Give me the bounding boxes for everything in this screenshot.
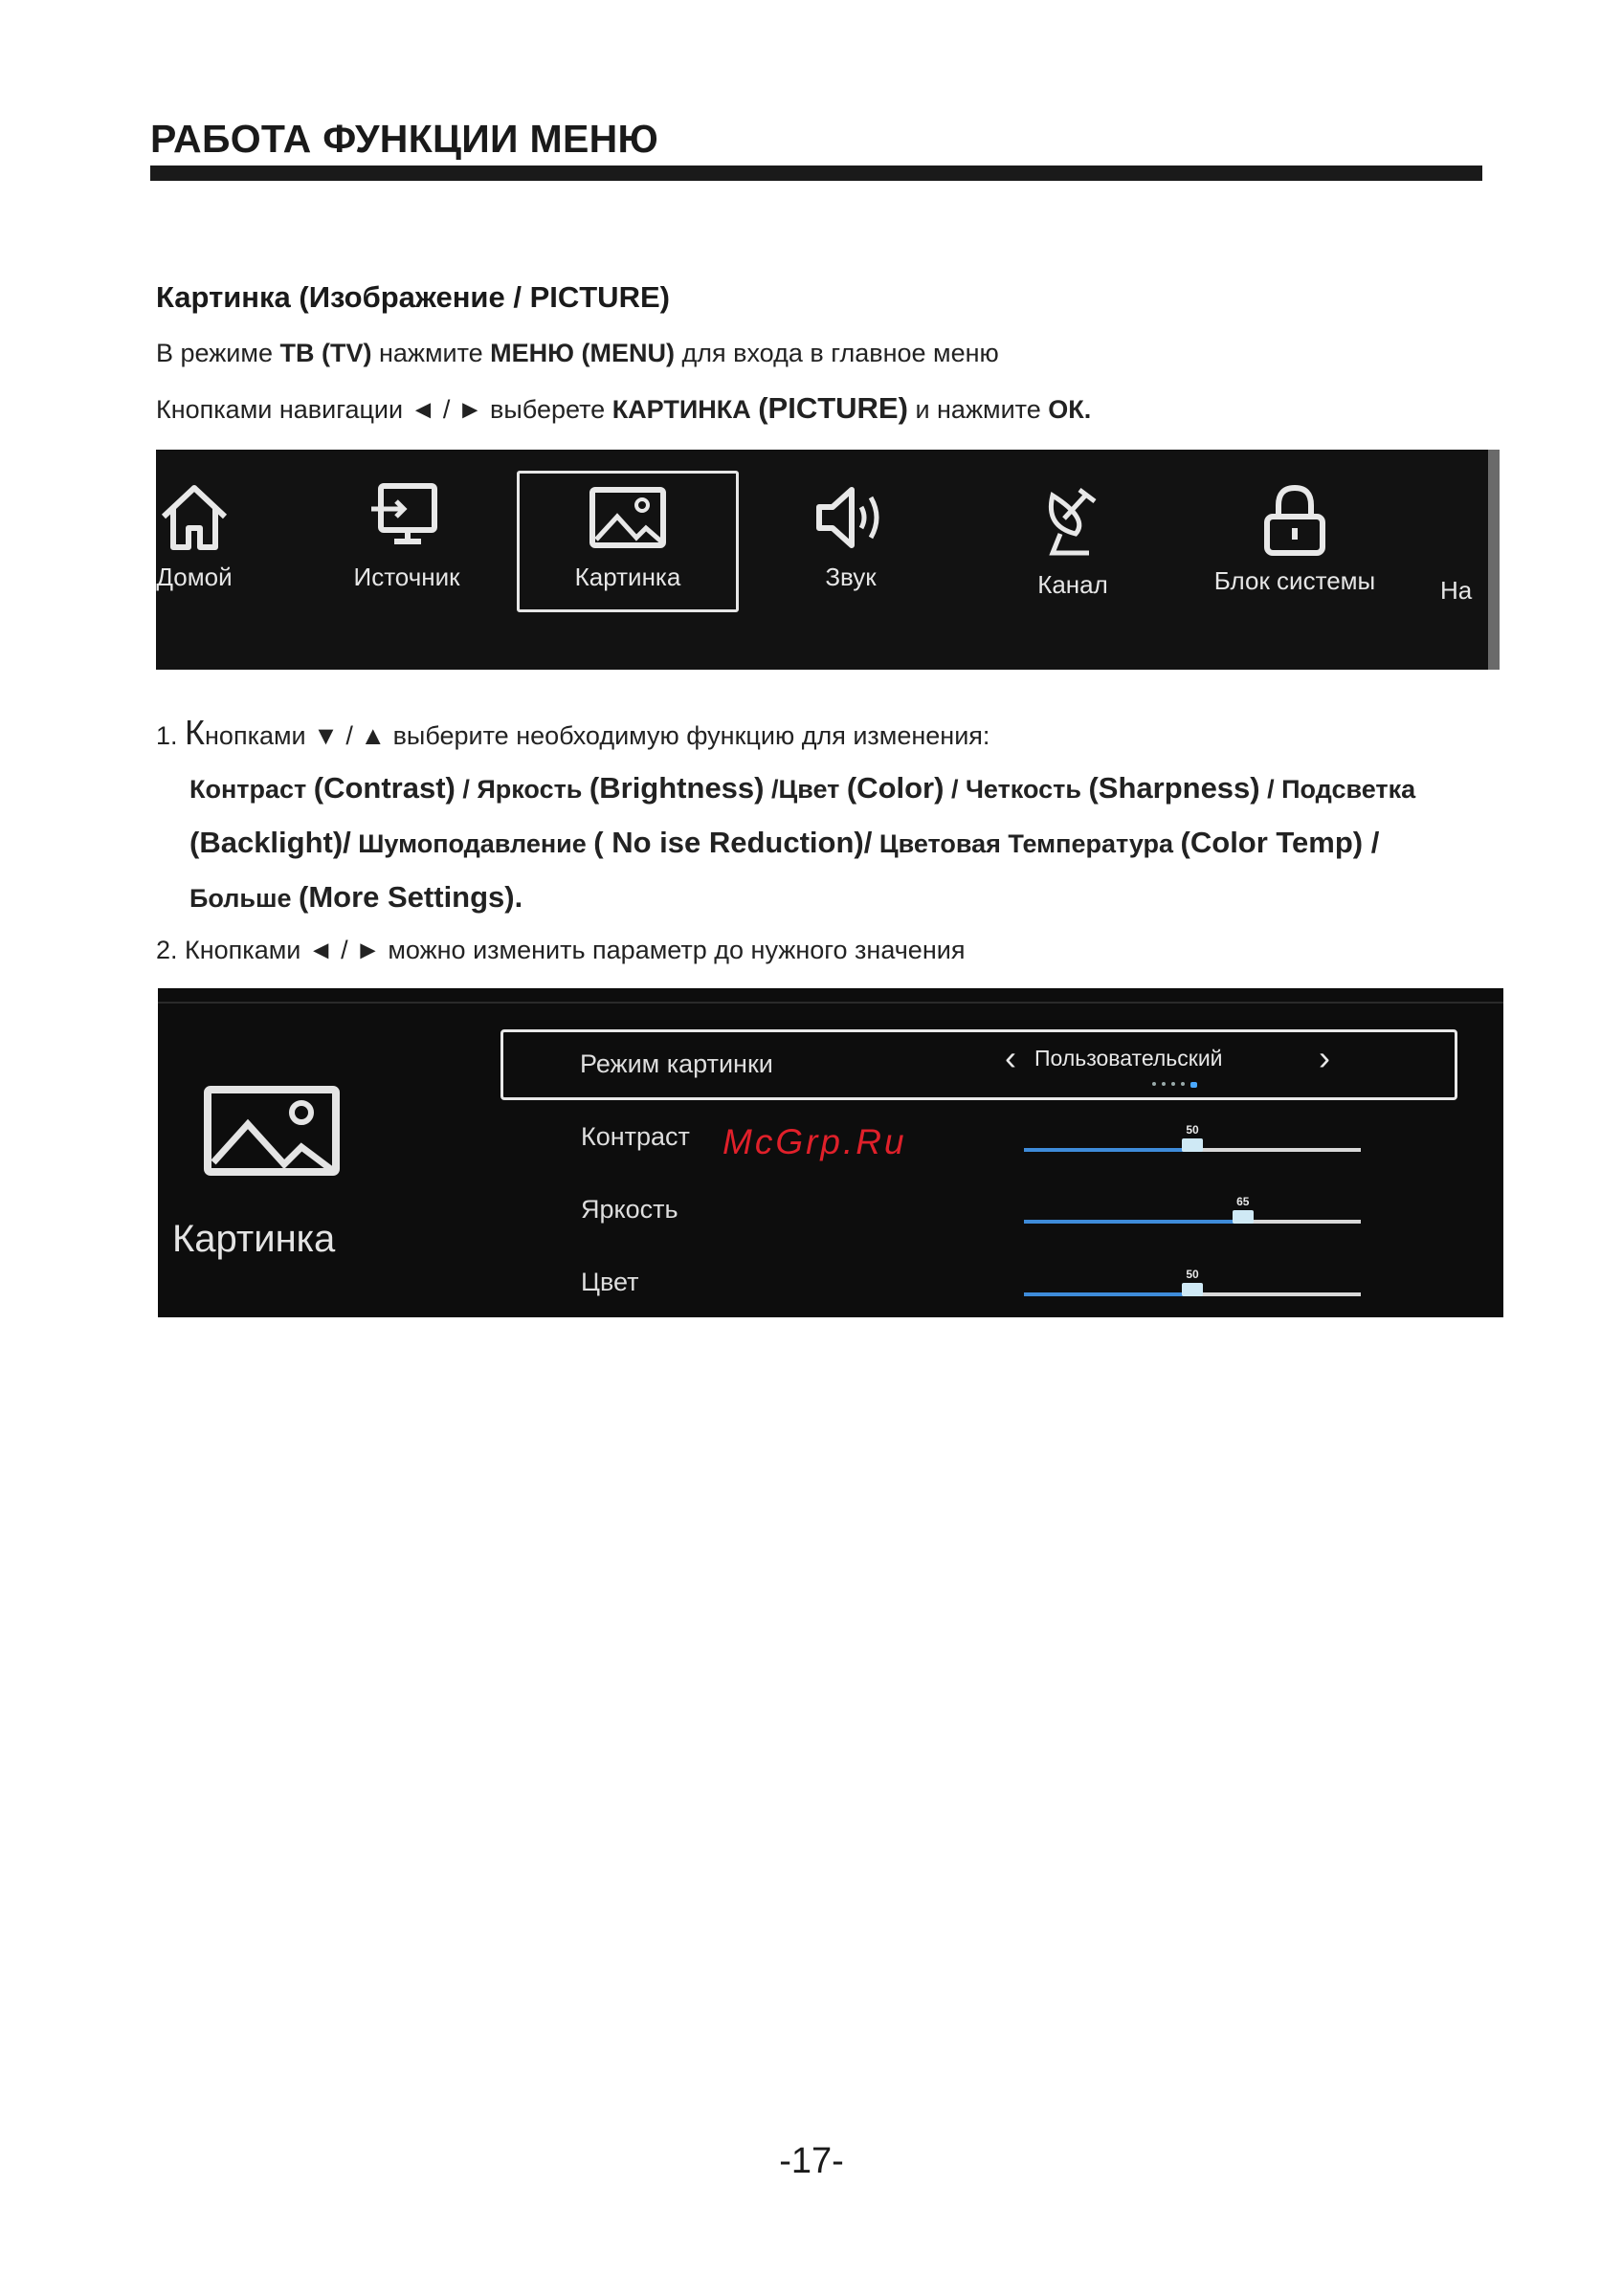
home-icon: [156, 480, 233, 555]
color-slider[interactable]: [1024, 1268, 1361, 1296]
chevron-right-icon[interactable]: ›: [1319, 1038, 1330, 1077]
speaker-icon: [810, 480, 892, 555]
mode-page-dots: [1152, 1082, 1210, 1088]
menu-item-home[interactable]: Домой: [156, 480, 290, 624]
picture-mode-row[interactable]: [500, 1029, 1457, 1100]
brightness-label: Яркость: [581, 1195, 678, 1224]
contrast-knob[interactable]: [1182, 1138, 1203, 1152]
source-icon: [366, 480, 448, 555]
section-title: Картинка (Изображение / PICTURE): [156, 280, 670, 314]
page-number: -17-: [779, 2141, 844, 2181]
contrast-slider[interactable]: [1024, 1123, 1361, 1152]
panel-title: Картинка: [172, 1218, 336, 1260]
menu-item-partial[interactable]: На: [1440, 576, 1473, 605]
menu-item-lock[interactable]: Блок системы: [1199, 480, 1390, 624]
panel-top-line: [158, 1002, 1503, 1004]
intro-line-2: Кнопками навигации ◄ / ► выберете КАРТИНКА (PICTURE) и нажмите ОК.: [156, 391, 1092, 425]
contrast-value: 50: [1186, 1123, 1199, 1137]
picture-large-icon: [202, 1084, 344, 1178]
step-1: 1. Кнопками ▼ / ▲ выберите необходимую функцию для изменения:: [156, 713, 990, 752]
intro-line-1: В режиме ТВ (TV) нажмите МЕНЮ (MENU) для входа в главное меню: [156, 339, 999, 367]
satellite-icon: [1032, 480, 1114, 563]
step-2: 2. Кнопками ◄ / ► можно изменить параметр до нужного значения: [156, 936, 966, 964]
color-fill: [1024, 1292, 1192, 1296]
brightness-fill: [1024, 1220, 1243, 1224]
lock-icon: [1254, 480, 1336, 559]
tv-main-menu: [156, 450, 1500, 670]
color-label: Цвет: [581, 1268, 639, 1296]
color-value: 50: [1186, 1268, 1199, 1281]
menu-item-sound[interactable]: Звук: [755, 480, 946, 624]
brightness-slider[interactable]: [1024, 1195, 1361, 1224]
picture-mode-label: Режим картинки: [580, 1049, 773, 1078]
step-1-functions-line-3: Больше (More Settings).: [189, 880, 523, 914]
menu-item-source[interactable]: Источник: [311, 480, 502, 624]
scroll-edge: [1488, 450, 1500, 670]
picture-settings-panel: [158, 988, 1503, 1317]
selection-frame: [517, 471, 739, 612]
picture-mode-value: Пользовательский: [1034, 1046, 1223, 1071]
watermark: McGrp.Ru: [723, 1122, 907, 1161]
brightness-knob[interactable]: [1233, 1210, 1254, 1224]
contrast-label: Контраст: [581, 1122, 690, 1151]
color-knob[interactable]: [1182, 1283, 1203, 1296]
chevron-left-icon[interactable]: ‹: [1005, 1038, 1016, 1077]
page-title: РАБОТА ФУНКЦИИ МЕНЮ: [150, 117, 659, 161]
menu-item-picture[interactable]: Картинка: [532, 480, 723, 624]
step-1-functions-line-2: (Backlight)/ Шумоподавление ( No ise Reduction)/ Цветовая Температура (Color Temp) /: [189, 826, 1380, 859]
brightness-value: 65: [1236, 1195, 1250, 1208]
menu-item-channel[interactable]: Канал: [977, 480, 1168, 624]
step-1-functions-line-1: Контраст (Contrast) / Яркость (Brightness) /Цвет (Color) / Четкость (Sharpness) / Подсветка: [189, 771, 1416, 805]
contrast-fill: [1024, 1148, 1192, 1152]
title-divider: [150, 166, 1482, 181]
